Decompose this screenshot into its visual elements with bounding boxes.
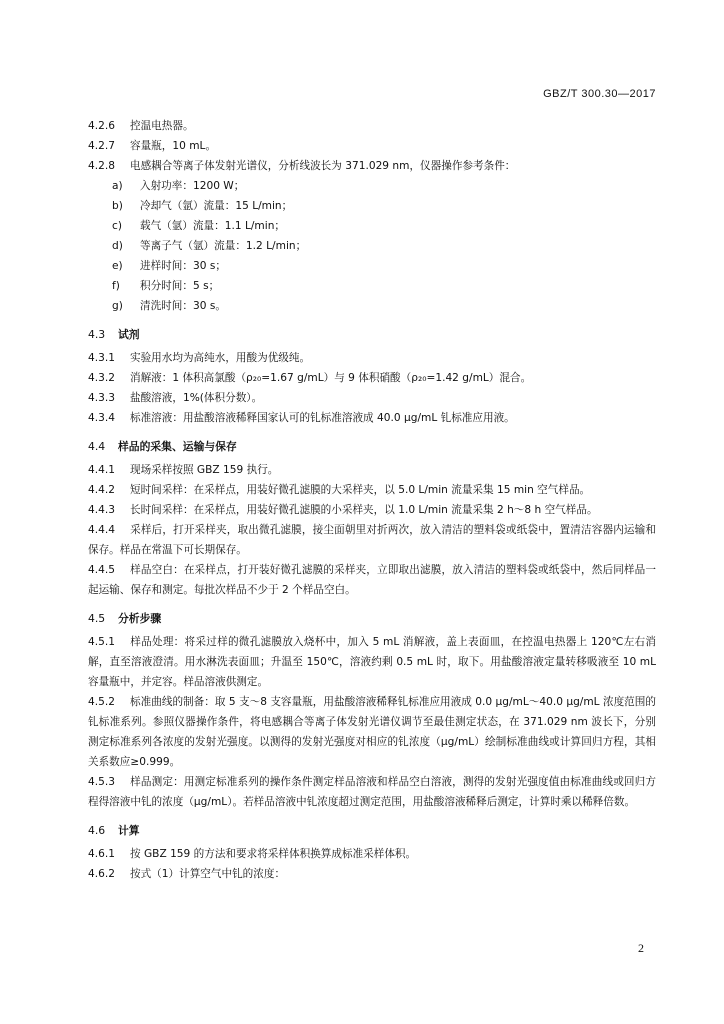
clause-4-5-2 bbox=[88, 692, 656, 772]
clause-number: 4.2.8 bbox=[88, 160, 115, 172]
item-label: g) bbox=[112, 300, 123, 312]
clause-4-4-1 bbox=[88, 460, 656, 480]
clause-text: 标准曲线的制备：取 5 支～8 支容量瓶，用盐酸溶液稀释钆标准应用液成 0.0 μg/mL～40.0 μg/mL 浓度范围的钆标准系列。参照仪器操作条件，将电感耦合等离子体发射光谱仪调节至最佳测定状态，在 371.029 nm 波长下，分别测定标准系列各浓度的发射光强度。以测得的发射光强度对相应的钆浓度（μg/mL）绘制标准曲线或计算回归方程，其相关系数应≥0.999。 bbox=[88, 696, 656, 768]
clause-number: 4.6.2 bbox=[88, 868, 115, 880]
clause-4-6-1 bbox=[88, 844, 656, 864]
clause-4-3-1 bbox=[88, 348, 656, 368]
condition-item bbox=[88, 176, 656, 196]
item-label: c) bbox=[112, 220, 122, 232]
item-label: a) bbox=[112, 180, 123, 192]
clause-text: 实验用水均为高纯水，用酸为优级纯。 bbox=[130, 352, 311, 364]
clause-text: 样品处理：将采过样的微孔滤膜放入烧杯中，加入 5 mL 消解液，盖上表面皿，在控温电热器上 120℃左右消解，直至溶液澄清。用水淋洗表面皿；升温至 150℃，溶液约剩 0.5 mL 时，取下。用盐酸溶液定量转移吸液至 10 mL 容量瓶中，并定容。样品溶液供测定。 bbox=[88, 636, 656, 688]
clause-4-5-1 bbox=[88, 632, 656, 692]
section-title: 样品的采集、运输与保存 bbox=[118, 440, 237, 453]
clause-number: 4.3.1 bbox=[88, 352, 115, 364]
clause-4-3-2 bbox=[88, 368, 656, 388]
item-text: 入射功率：1200 W； bbox=[140, 180, 245, 192]
item-label: d) bbox=[112, 240, 123, 252]
clause-text: 现场采样按照 GBZ 159 执行。 bbox=[130, 464, 279, 476]
clause-4-4-3 bbox=[88, 500, 656, 520]
clause-4-6-2 bbox=[88, 864, 656, 884]
section-title: 分析步骤 bbox=[118, 612, 162, 625]
clause-number: 4.4.4 bbox=[88, 524, 115, 536]
clause-number: 4.3.4 bbox=[88, 412, 115, 424]
section-title: 计算 bbox=[118, 824, 140, 837]
clause-4-3-3 bbox=[88, 388, 656, 408]
section-number: 4.3 bbox=[88, 328, 106, 341]
item-text: 积分时间：5 s； bbox=[140, 280, 220, 292]
clause-text: 样品测定：用测定标准系列的操作条件测定样品溶液和样品空白溶液，测得的发射光强度值由标准曲线或回归方程得溶液中钆的浓度（μg/mL）。若样品溶液中钆浓度超过测定范围，用盐酸溶液稀释后测定，计算时乘以稀释倍数。 bbox=[88, 776, 656, 808]
item-label: b) bbox=[112, 200, 123, 212]
section-heading-4-6 bbox=[88, 821, 656, 841]
clause-text: 容量瓶，10 mL。 bbox=[130, 140, 217, 152]
clause-text: 短时间采样：在采样点，用装好微孔滤膜的大采样夹，以 5.0 L/min 流量采集 15 min 空气样品。 bbox=[130, 484, 591, 496]
clause-number: 4.3.2 bbox=[88, 372, 115, 384]
clause-4-3-4 bbox=[88, 408, 656, 428]
clause-number: 4.4.5 bbox=[88, 564, 115, 576]
clause-4-2-7 bbox=[88, 136, 656, 156]
clause-text: 盐酸溶液，1%(体积分数）。 bbox=[130, 392, 263, 404]
section-number: 4.6 bbox=[88, 824, 106, 837]
clause-text: 消解液：1 体积高氯酸（ρ₂₀=1.67 g/mL）与 9 体积硝酸（ρ₂₀=1.42 g/mL）混合。 bbox=[130, 372, 532, 384]
section-heading-4-4 bbox=[88, 437, 656, 457]
item-text: 清洗时间：30 s。 bbox=[140, 300, 226, 312]
clause-text: 采样后，打开采样夹，取出微孔滤膜，接尘面朝里对折两次，放入清洁的塑料袋或纸袋中，置清洁容器内运输和保存。样品在常温下可长期保存。 bbox=[88, 524, 656, 556]
clause-number: 4.4.3 bbox=[88, 504, 115, 516]
item-text: 等离子气（氩）流量：1.2 L/min； bbox=[140, 240, 307, 252]
clause-number: 4.4.1 bbox=[88, 464, 115, 476]
item-text: 进样时间：30 s； bbox=[140, 260, 226, 272]
clause-4-5-3 bbox=[88, 772, 656, 812]
item-text: 载气（氩）流量：1.1 L/min； bbox=[140, 220, 286, 232]
clause-number: 4.6.1 bbox=[88, 848, 115, 860]
clause-4-4-4 bbox=[88, 520, 656, 560]
document-body bbox=[88, 116, 656, 884]
clause-text: 样品空白：在采样点，打开装好微孔滤膜的采样夹，立即取出滤膜，放入清洁的塑料袋或纸袋中，然后同样品一起运输、保存和测定。每批次样品不少于 2 个样品空白。 bbox=[88, 564, 656, 596]
condition-item bbox=[88, 256, 656, 276]
clause-number: 4.5.2 bbox=[88, 696, 115, 708]
item-text: 冷却气（氩）流量：15 L/min； bbox=[140, 200, 293, 212]
section-heading-4-3 bbox=[88, 325, 656, 345]
section-title: 试剂 bbox=[118, 328, 140, 341]
clause-4-4-5 bbox=[88, 560, 656, 600]
condition-item bbox=[88, 296, 656, 316]
clause-number: 4.5.1 bbox=[88, 636, 115, 648]
clause-number: 4.3.3 bbox=[88, 392, 115, 404]
clause-4-2-6 bbox=[88, 116, 656, 136]
section-number: 4.5 bbox=[88, 612, 106, 625]
page-number: 2 bbox=[638, 941, 644, 955]
clause-text: 控温电热器。 bbox=[130, 120, 194, 132]
clause-number: 4.2.7 bbox=[88, 140, 115, 152]
clause-text: 标准溶液：用盐酸溶液稀释国家认可的钆标准溶液成 40.0 μg/mL 钆标准应用液。 bbox=[130, 412, 515, 424]
condition-item bbox=[88, 236, 656, 256]
clause-number: 4.4.2 bbox=[88, 484, 115, 496]
clause-text: 电感耦合等离子体发射光谱仪，分析线波长为 371.029 nm，仪器操作参考条件： bbox=[130, 160, 516, 172]
condition-item bbox=[88, 196, 656, 216]
condition-item bbox=[88, 276, 656, 296]
item-label: e) bbox=[112, 260, 123, 272]
clause-4-4-2 bbox=[88, 480, 656, 500]
section-number: 4.4 bbox=[88, 440, 106, 453]
clause-text: 按式（1）计算空气中钆的浓度： bbox=[130, 868, 286, 880]
clause-text: 按 GBZ 159 的方法和要求将采样体积换算成标准采样体积。 bbox=[130, 848, 417, 860]
section-heading-4-5 bbox=[88, 609, 656, 629]
clause-text: 长时间采样：在采样点，用装好微孔滤膜的小采样夹，以 1.0 L/min 流量采集 2 h～8 h 空气样品。 bbox=[130, 504, 598, 516]
clause-number: 4.2.6 bbox=[88, 120, 115, 132]
item-label: f) bbox=[112, 280, 120, 292]
condition-item bbox=[88, 216, 656, 236]
clause-number: 4.5.3 bbox=[88, 776, 115, 788]
clause-4-2-8 bbox=[88, 156, 656, 176]
standard-code: GBZ/T 300.30—2017 bbox=[543, 88, 656, 100]
